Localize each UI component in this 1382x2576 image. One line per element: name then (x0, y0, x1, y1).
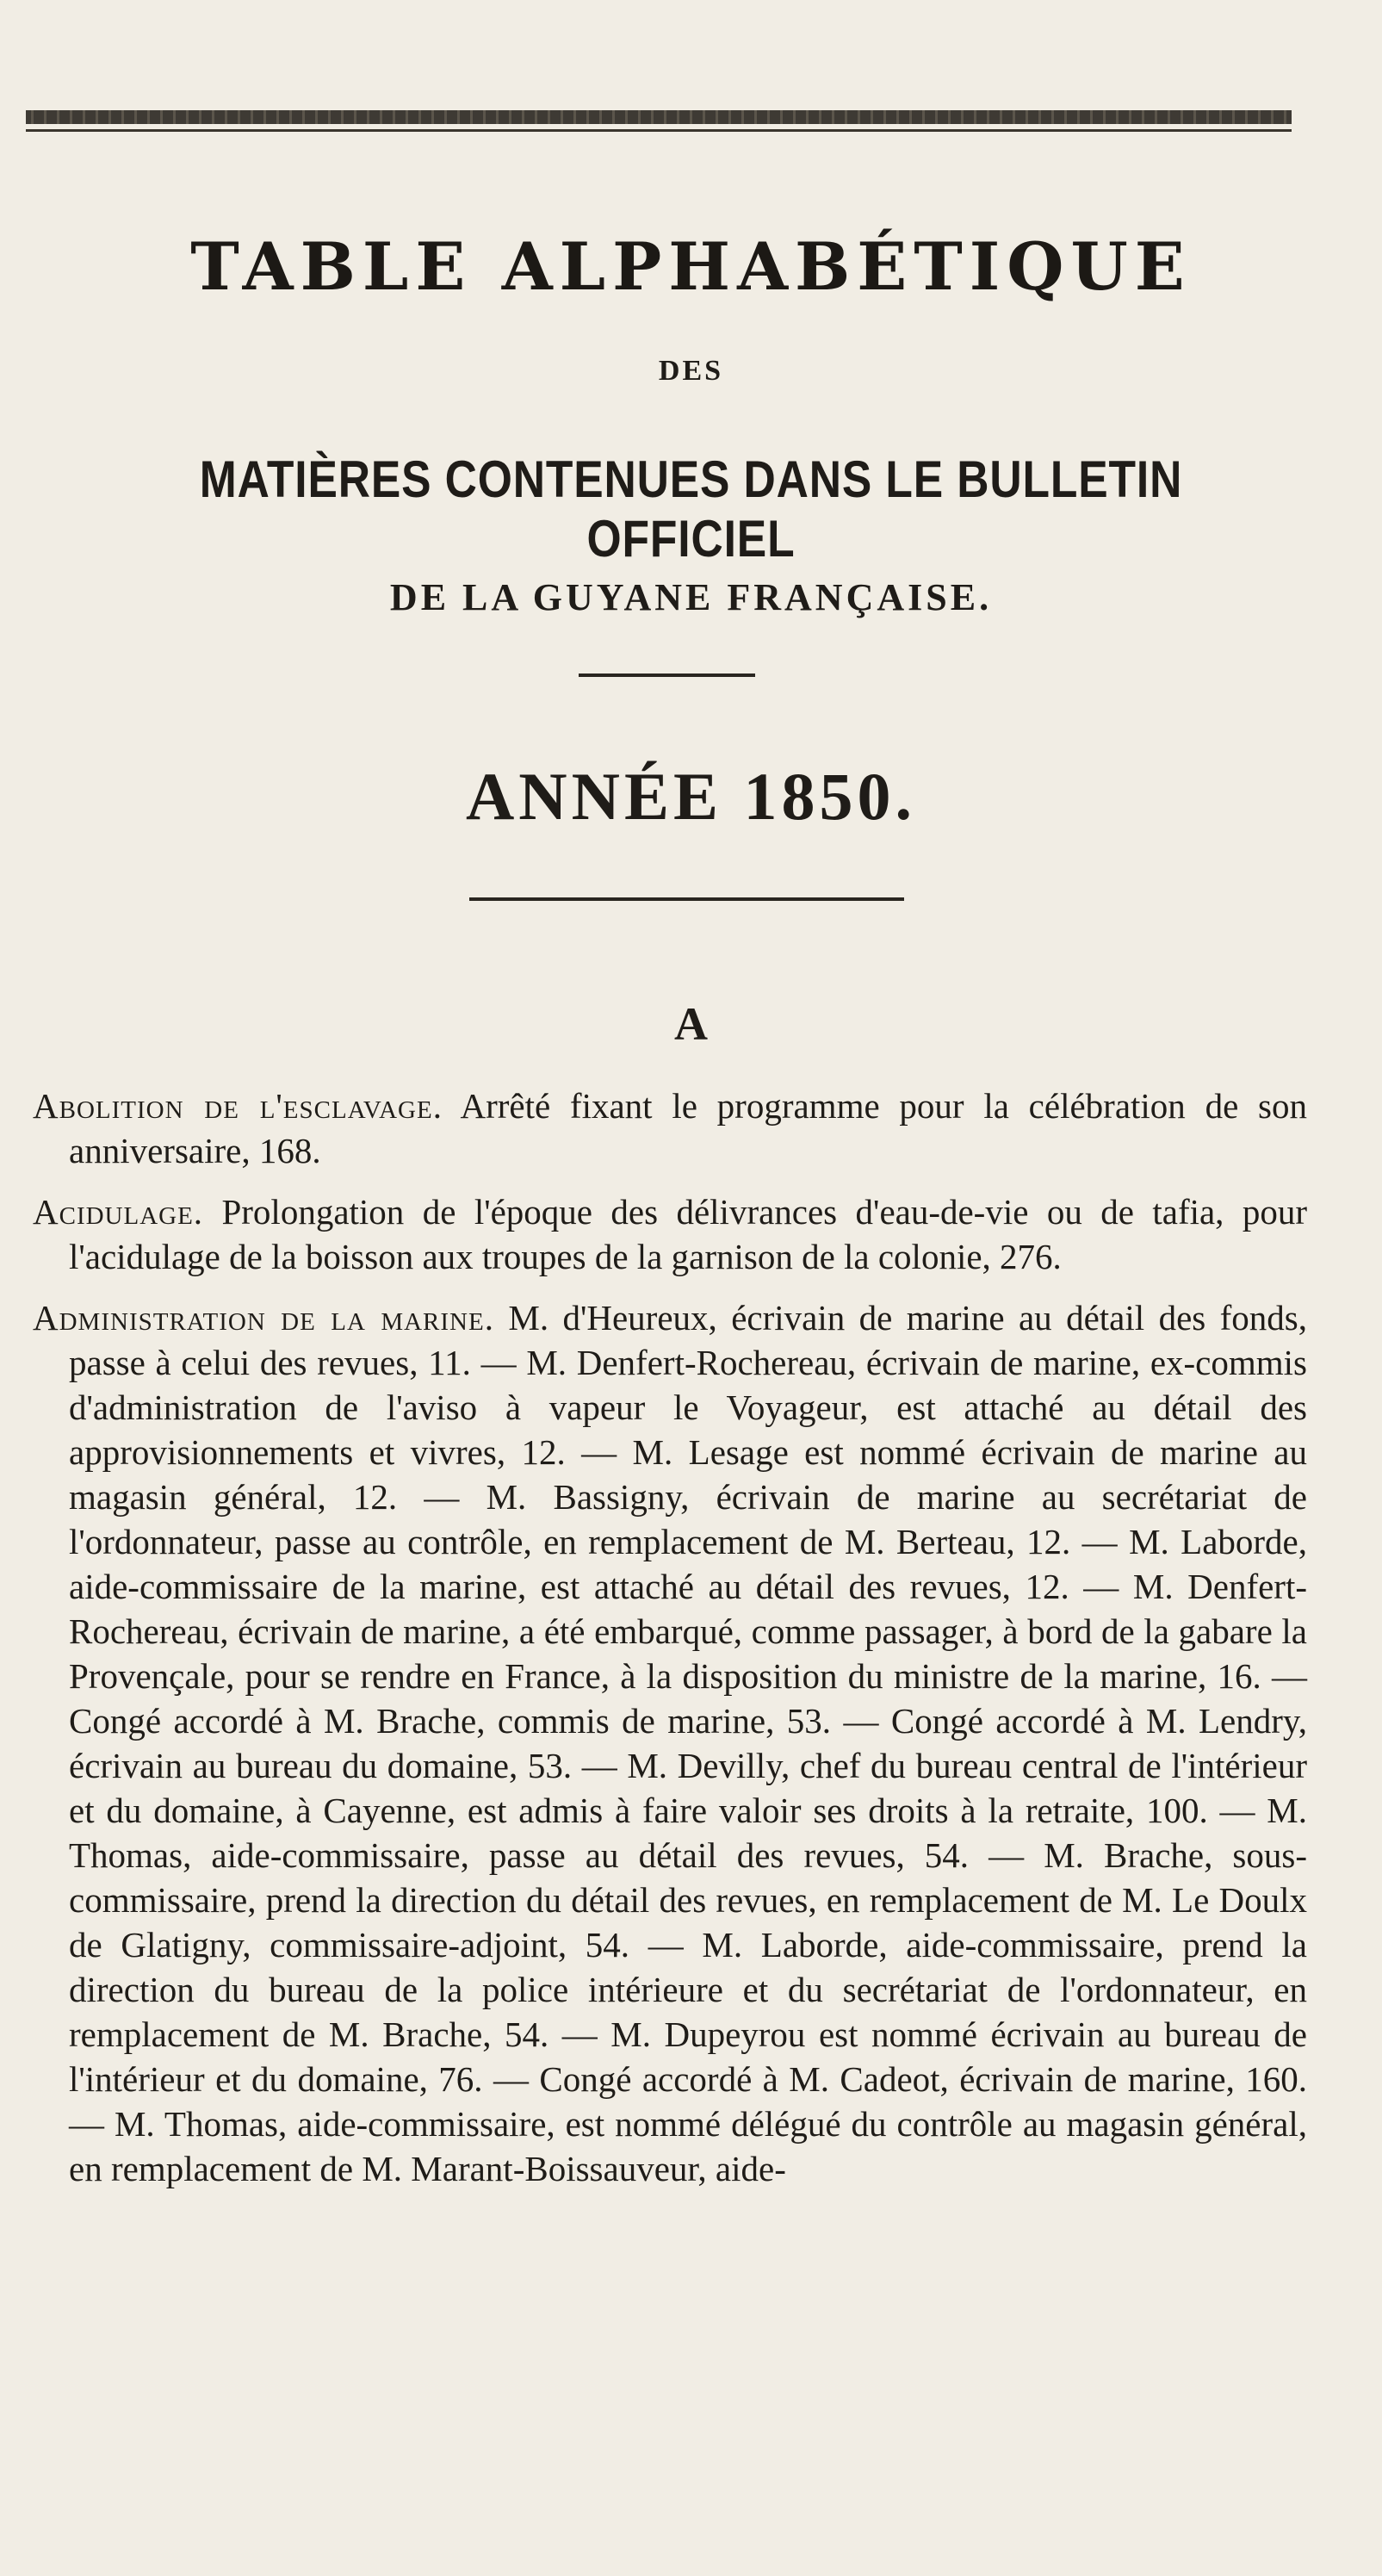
divider-short (579, 673, 755, 677)
index-entries (33, 1083, 1307, 2207)
entry-body: Arrêté fixant le programme pour la célébration de son anniversaire, 168. (69, 1086, 1307, 1170)
document-subtitle: MATIÈRES CONTENUES DANS LE BULLETIN OFFICIEL (199, 450, 1183, 568)
title-des: DES (658, 355, 724, 387)
index-entry (33, 1083, 1307, 1173)
divider-long (469, 897, 904, 901)
index-entry (33, 1295, 1307, 2191)
entry-body: M. d'Heureux, écrivain de marine au détail des fonds, passe à celui des revues, 11. — M. Denfert-Rochereau, écrivain de marine, ex-commis d'administration de l'aviso à vapeur le Voyageur, est attaché au détail des approvisionnements et vivres, 12. — M. Lesage est nommé écrivain de marine au magasin général, 12. — M. Bassigny, écrivain de marine au secrétariat de l'ordonnateur, passe au contrôle, en remplacement de M. Berteau, 12. — M. Laborde, aide-commissaire de la marine, est attaché au détail des revues, 12. — M. Denfert-Rochereau, écrivain de marine, a été embarqué, comme passager, à bord de la gabare la Provençale, pour se rendre en France, à la disposition du ministre de la marine, 16. — Congé accordé à M. Brache, commis de marine, 53. — Congé accordé à M. Lendry, écrivain au bureau du domaine, 53. — M. Devilly, chef du bureau central de l'intérieur et du domaine, à Cayenne, est admis à faire valoir ses droits à la retraite, 100. — M. Thomas, aide-commissaire, passe au détail des revues, 54. — M. Brache, sous-commissaire, prend la direction du détail des revues, en remplacement de M. Le Doulx de Glatigny, commissaire-adjoint, 54. — M. Laborde, aide-commissaire, prend la direction du bureau de la police intérieure et du secrétariat de l'ordonnateur, en remplacement de M. Brache, 54. — M. Dupeyrou est nommé écrivain au bureau de l'intérieur et du domaine, 76. — Congé accordé à M. Cadeot, écrivain de marine, 160. — M. Thomas, aide-commissaire, est nommé délégué du contrôle au magasin général, en remplacement de M. Marant-Boissauveur, aide- (69, 1298, 1307, 2188)
entry-heading: Administration de la marine. (33, 1298, 494, 1338)
document-year: ANNÉE 1850. (465, 759, 917, 834)
document-title: TABLE ALPHABÉTIQUE (190, 228, 1192, 305)
entry-heading: Acidulage. (33, 1192, 204, 1232)
index-entry (33, 1189, 1307, 1279)
entry-body: Prolongation de l'époque des délivrances d'eau-de-vie ou de tafia, pour l'acidulage de la boisson aux troupes de la garnison de la colonie, 276. (69, 1192, 1307, 1276)
decorative-top-rule (26, 110, 1292, 124)
decorative-thin-rule (26, 129, 1292, 132)
entry-heading: Abolition de l'esclavage. (33, 1086, 443, 1126)
document-region: DE LA GUYANE FRANÇAISE. (389, 576, 993, 618)
section-letter: A (674, 998, 708, 1050)
